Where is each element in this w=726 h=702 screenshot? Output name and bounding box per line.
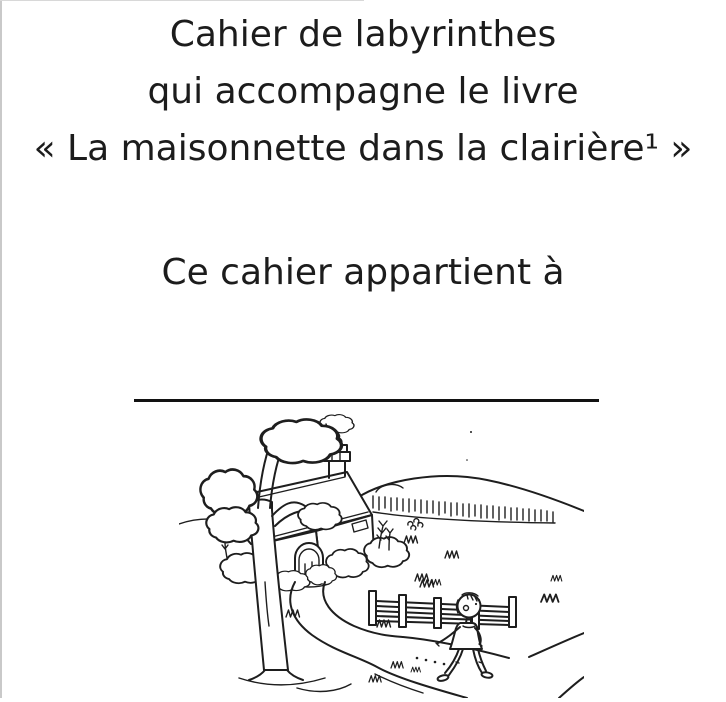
child-head: [458, 595, 481, 618]
flower-scribble: [408, 519, 423, 530]
name-writing-line: [134, 399, 599, 402]
title-line-3: « La maisonnette dans la clairière¹ »: [33, 128, 693, 169]
path-pebbles: [416, 657, 446, 666]
cover-illustration: [179, 412, 584, 698]
owner-label: Ce cahier appartient à: [161, 252, 565, 293]
rail-fence: [369, 591, 516, 629]
page-top-edge: [0, 0, 364, 1]
title-line-1: Cahier de labyrinthes: [169, 14, 557, 55]
title-line-2: qui accompagne le livre: [147, 71, 579, 112]
hedge-strokes: [373, 496, 553, 522]
